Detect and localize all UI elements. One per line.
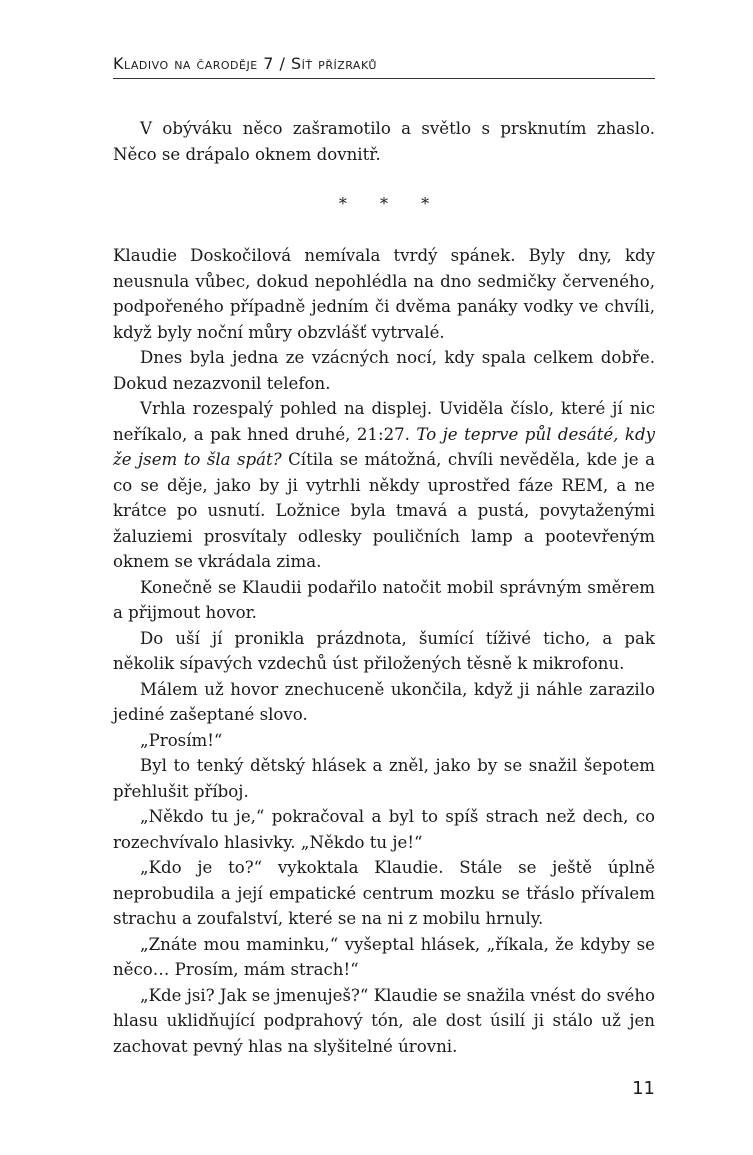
paragraph: Konečně se Klaudii podařilo natočit mobil správným směrem a přijmout hovor. xyxy=(113,577,655,622)
paragraph: „Znáte mou maminku,“ vyšeptal hlásek, „říkala, že kdyby se něco… Prosím, mám strach!“ xyxy=(113,934,655,979)
paragraph: „Kde jsi? Jak se jmenuješ?“ Klaudie se snažila vnést do svého hlasu uklidňující podprahový tón, ale dost úsilí ji stálo už jen zachovat pevný hlas na slyšitelné úrovni. xyxy=(113,985,655,1056)
paragraph: V obýváku něco zašramotilo a světlo s prsknutím zhaslo. Něco se drápalo oknem dovnitř. xyxy=(113,119,655,164)
paragraph xyxy=(113,396,655,575)
paragraph-text: Cítila se mátožná, chvíli nevěděla, kde je a co se děje, jako by ji vytrhli někdy uprostřed fáze REM, a ne krátce po usnutí. Ložnice byla tmavá a pustá, povytaženými žaluziemi prosvítaly odlesky pouličních lamp a pootevřeným oknem se vkrádala zima. xyxy=(113,450,655,571)
paragraph: „Někdo tu je,“ pokračoval a byl to spíš strach než dech, co rozechvívalo hlasivky. „Někdo tu je!“ xyxy=(113,807,655,852)
paragraph: Dnes byla jedna ze vzácných nocí, kdy spala celkem dobře. Dokud nezazvonil telefon. xyxy=(113,348,655,393)
paragraph: Byl to tenký dětský hlásek a zněl, jako by se snažil šepotem přehlušit příboj. xyxy=(113,756,655,801)
paragraph: Klaudie Doskočilová nemívala tvrdý spánek. Byly dny, kdy neusnula vůbec, dokud nepohlédla na dno sedmičky červeného, podpořeného případně jedním či dvěma panáky vodky ve chvíli, když byly noční můry obzvlášť vytrvalé. xyxy=(113,246,655,342)
paragraph-text: Vrhla rozespalý pohled na displej. Uviděla číslo, které jí nic neříkalo, a pak hned druhé, 21:27. xyxy=(113,399,655,444)
italic-thought: To je teprve půl desáté, kdy že jsem to šla spát? xyxy=(113,424,655,469)
header-rule xyxy=(113,78,655,79)
page-number: 11 xyxy=(632,1078,655,1099)
paragraph: Málem už hovor znechuceně ukončila, když ji náhle zarazilo jediné zašeptané slovo. xyxy=(113,679,655,724)
running-header: Kladivo na čaroděje 7 / Síť přízraků xyxy=(113,54,377,73)
body-text xyxy=(113,116,655,1059)
paragraph: „Prosím!“ xyxy=(140,730,223,750)
paragraph: „Kdo je to?“ vykoktala Klaudie. Stále se ještě úplně neprobudila a její empatické centrum mozku se třáslo přívalem strachu a zoufalství, které se na ni z mobilu hrnuly. xyxy=(113,858,655,928)
section-separator: * * * xyxy=(338,194,444,213)
paragraph: Do uší jí pronikla prázdnota, šumící tíživé ticho, a pak několik sípavých vzdechů úst přiložených těsně k mikrofonu. xyxy=(113,628,655,673)
